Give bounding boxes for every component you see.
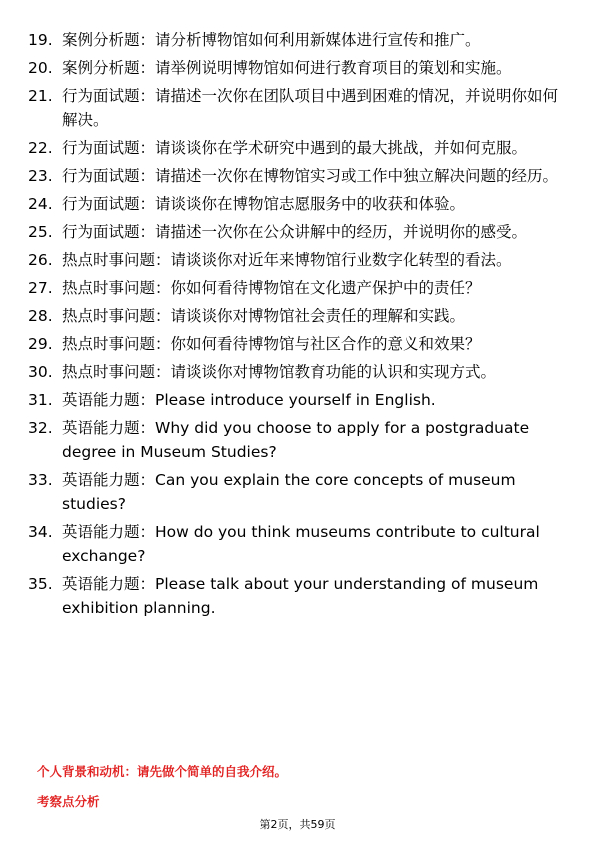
question-text: 行为面试题：请谈谈你在博物馆志愿服务中的收获和体验。 (62, 195, 466, 213)
question-number: 21. (28, 87, 53, 105)
question-text: 行为面试题：请描述一次你在博物馆实习或工作中独立解决问题的经历。 (62, 167, 559, 185)
question-number: 20. (28, 59, 53, 77)
question-number: 34. (28, 523, 53, 541)
question-text: 行为面试题：请描述一次你在团队项目中遇到困难的情况，并说明你如何解决。 (62, 87, 559, 129)
question-item (28, 388, 558, 412)
question-number: 25. (28, 223, 53, 241)
question-item (28, 332, 558, 356)
question-number: 27. (28, 279, 53, 297)
question-list (28, 28, 558, 624)
question-item (28, 468, 558, 516)
question-item (28, 192, 558, 216)
question-text: 案例分析题：请举例说明博物馆如何进行教育项目的策划和实施。 (62, 59, 512, 77)
question-number: 35. (28, 575, 53, 593)
question-text: 英语能力题：Why did you choose to apply for a postgraduate degree in Museum Studies? (62, 419, 530, 461)
question-text: 热点时事问题：请谈谈你对近年来博物馆行业数字化转型的看法。 (62, 251, 512, 269)
question-item (28, 164, 558, 188)
question-text: 热点时事问题：请谈谈你对博物馆教育功能的认识和实现方式。 (62, 363, 497, 381)
question-number: 24. (28, 195, 53, 213)
question-item (28, 520, 558, 568)
section-heading: 个人背景和动机：请先做个简单的自我介绍。 (37, 764, 288, 779)
question-item (28, 84, 558, 132)
question-text: 英语能力题：Please introduce yourself in English. (62, 391, 436, 409)
question-text: 英语能力题：Can you explain the core concepts of museum studies? (62, 471, 516, 513)
question-text: 行为面试题：请谈谈你在学术研究中遇到的最大挑战，并如何克服。 (62, 139, 528, 157)
question-item (28, 28, 558, 52)
question-text: 热点时事问题：请谈谈你对博物馆社会责任的理解和实践。 (62, 307, 466, 325)
question-text: 热点时事问题：你如何看待博物馆在文化遗产保护中的责任？ (62, 279, 481, 297)
question-number: 32. (28, 419, 53, 437)
question-item (28, 360, 558, 384)
question-number: 30. (28, 363, 53, 381)
question-text: 热点时事问题：你如何看待博物馆与社区合作的意义和效果？ (62, 335, 481, 353)
question-text: 行为面试题：请描述一次你在公众讲解中的经历，并说明你的感受。 (62, 223, 528, 241)
question-number: 29. (28, 335, 53, 353)
question-item (28, 136, 558, 160)
question-item (28, 572, 558, 620)
question-item (28, 220, 558, 244)
subheading: 考察点分析 (37, 794, 100, 809)
question-number: 22. (28, 139, 53, 157)
question-item (28, 304, 558, 328)
question-item (28, 276, 558, 300)
question-number: 23. (28, 167, 53, 185)
question-number: 28. (28, 307, 53, 325)
question-text: 英语能力题：Please talk about your understanding of museum exhibition planning. (62, 575, 539, 617)
question-item (28, 416, 558, 464)
question-number: 31. (28, 391, 53, 409)
question-text: 案例分析题：请分析博物馆如何利用新媒体进行宣传和推广。 (62, 31, 481, 49)
question-number: 33. (28, 471, 53, 489)
page-footer: 第2页，共59页 (259, 818, 336, 831)
question-item (28, 56, 558, 80)
question-item (28, 248, 558, 272)
question-number: 26. (28, 251, 53, 269)
question-number: 19. (28, 31, 53, 49)
question-text: 英语能力题：How do you think museums contribute to cultural exchange? (62, 523, 540, 565)
